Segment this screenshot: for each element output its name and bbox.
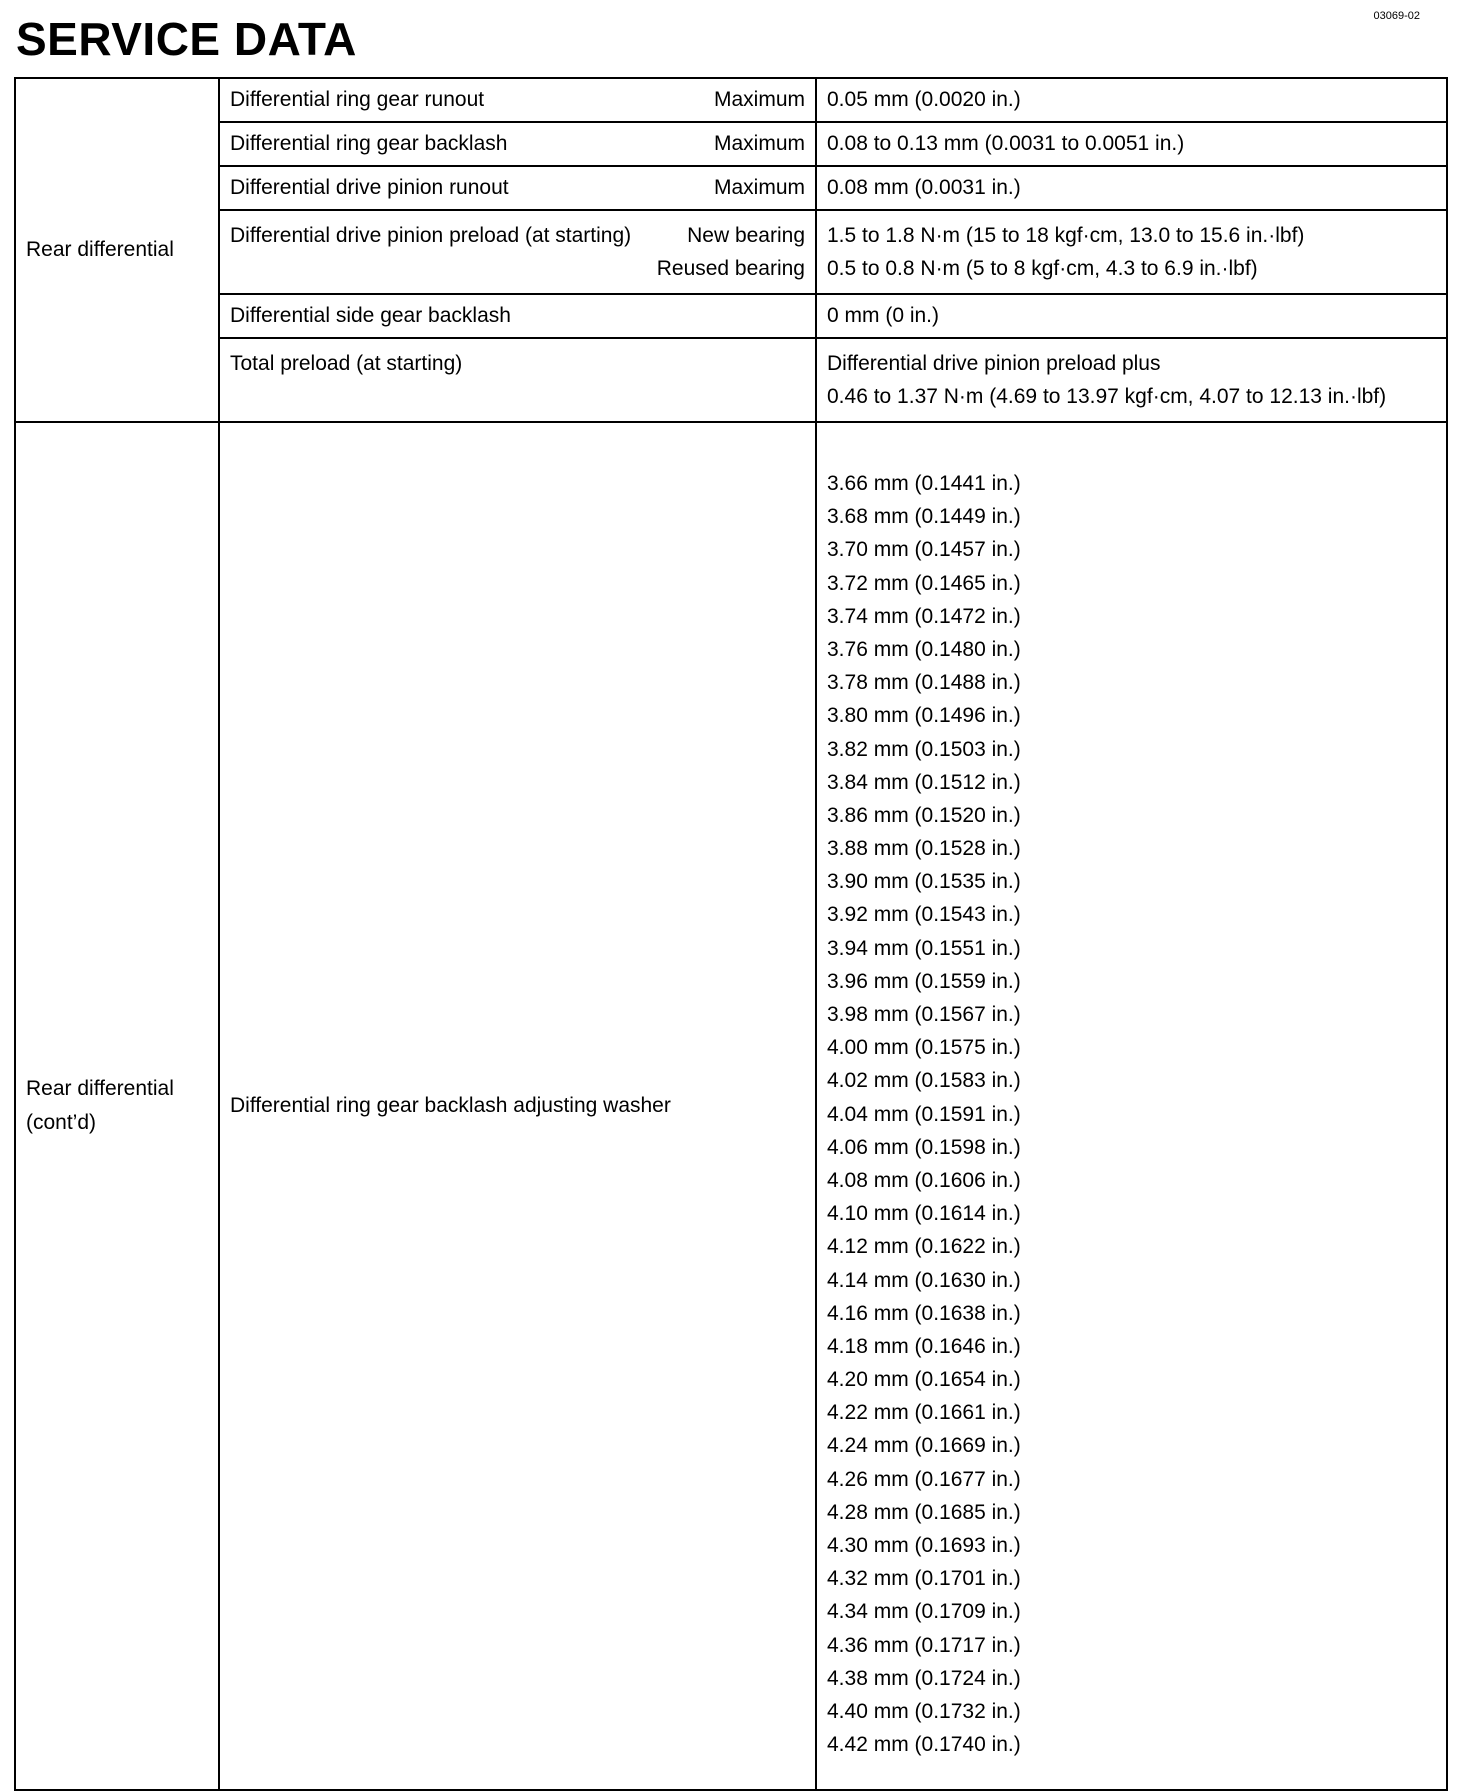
washer-size-item: 3.72 mm (0.1465 in.) — [827, 571, 1021, 595]
value-cell — [816, 294, 1447, 338]
washer-size-item: 4.38 mm (0.1724 in.) — [827, 1666, 1021, 1690]
washer-size-item: 3.66 mm (0.1441 in.) — [827, 472, 1021, 495]
item-cell — [219, 210, 816, 294]
condition-label-2: Reused bearing — [656, 257, 805, 280]
value-cell — [816, 210, 1447, 294]
item-cell — [219, 166, 816, 210]
washer-size-item: 3.82 mm (0.1503 in.) — [827, 737, 1021, 761]
table-row — [15, 422, 1447, 1790]
item-label: Differential ring gear runout — [230, 88, 485, 111]
item-cell — [219, 122, 816, 166]
table-row — [15, 210, 1447, 294]
washer-size-item: 4.32 mm (0.1701 in.) — [827, 1567, 1021, 1591]
item-label: Differential drive pinion preload (at starting) — [230, 224, 632, 247]
washer-size-item: 4.14 mm (0.1630 in.) — [827, 1268, 1021, 1292]
value-text: 0.08 to 0.13 mm (0.0031 to 0.0051 in.) — [827, 132, 1185, 155]
category-label: Rear differential — [26, 1077, 174, 1101]
table-row — [15, 122, 1447, 166]
washer-size-item: 3.74 mm (0.1472 in.) — [827, 604, 1021, 628]
table-row — [15, 166, 1447, 210]
washer-size-item: 4.34 mm (0.1709 in.) — [827, 1600, 1021, 1624]
value-cell — [816, 338, 1447, 422]
washer-size-item: 4.30 mm (0.1693 in.) — [827, 1534, 1021, 1557]
washer-size-item: 4.40 mm (0.1732 in.) — [827, 1699, 1021, 1723]
washer-size-item: 4.10 mm (0.1614 in.) — [827, 1202, 1021, 1226]
washer-size-item: 4.16 mm (0.1638 in.) — [827, 1301, 1021, 1325]
category-label: Rear differential — [26, 238, 174, 261]
item-label: Differential ring gear backlash adjusting washer — [230, 1094, 671, 1118]
value-text: Differential drive pinion preload plus — [827, 352, 1161, 375]
item-cell — [219, 294, 816, 338]
washer-size-item: 4.36 mm (0.1717 in.) — [827, 1633, 1021, 1657]
washer-size-item: 3.92 mm (0.1543 in.) — [827, 903, 1021, 927]
item-label: Differential side gear backlash — [230, 304, 511, 327]
item-label: Total preload (at starting) — [230, 352, 463, 375]
washer-size-item: 4.20 mm (0.1654 in.) — [827, 1368, 1021, 1392]
washer-size-item: 3.80 mm (0.1496 in.) — [827, 704, 1021, 728]
condition-label: New bearing — [687, 224, 805, 247]
washer-size-item: 3.76 mm (0.1480 in.) — [827, 637, 1021, 661]
value-cell — [816, 78, 1447, 122]
washer-size-item: 3.98 mm (0.1567 in.) — [827, 1003, 1021, 1026]
washer-size-item: 3.68 mm (0.1449 in.) — [827, 505, 1021, 529]
washer-size-item: 4.02 mm (0.1583 in.) — [827, 1069, 1021, 1093]
washer-size-item: 3.84 mm (0.1512 in.) — [827, 770, 1021, 794]
value-text: 0 mm (0 in.) — [827, 304, 940, 327]
category-label-cont: (cont’d) — [26, 1111, 97, 1135]
washer-size-item: 3.70 mm (0.1457 in.) — [827, 538, 1021, 562]
washer-size-item: 3.96 mm (0.1559 in.) — [827, 969, 1021, 993]
item-cell — [219, 78, 816, 122]
value-cell — [816, 422, 1447, 1790]
page-title: SERVICE DATA — [16, 13, 357, 65]
value-text: 1.5 to 1.8 N·m (15 to 18 kgf·cm, 13.0 to 15.6 in.·lbf) — [827, 224, 1305, 247]
washer-size-item: 4.04 mm (0.1591 in.) — [827, 1102, 1021, 1126]
category-cell — [15, 78, 219, 422]
category-cell — [15, 422, 219, 1790]
item-label: Differential drive pinion runout — [230, 176, 509, 199]
washer-size-item: 3.78 mm (0.1488 in.) — [827, 671, 1021, 695]
item-label: Differential ring gear backlash — [230, 132, 508, 155]
washer-size-item: 3.90 mm (0.1535 in.) — [827, 870, 1021, 894]
condition-label: Maximum — [713, 176, 805, 199]
value-text: 0.08 mm (0.0031 in.) — [827, 176, 1021, 199]
table-row — [15, 78, 1447, 122]
washer-size-item: 4.28 mm (0.1685 in.) — [827, 1500, 1021, 1524]
washer-size-item: 4.26 mm (0.1677 in.) — [827, 1467, 1021, 1491]
washer-size-item: 3.94 mm (0.1551 in.) — [827, 936, 1021, 960]
washer-size-item: 4.24 mm (0.1669 in.) — [827, 1434, 1021, 1458]
washer-size-list — [827, 423, 1436, 1789]
washer-size-item: 4.00 mm (0.1575 in.) — [827, 1036, 1021, 1060]
condition-label: Maximum — [713, 132, 805, 155]
condition-label: Maximum — [713, 88, 805, 111]
value-text-2: 0.5 to 0.8 N·m (5 to 8 kgf·cm, 4.3 to 6.9 in.·lbf) — [827, 257, 1258, 280]
washer-size-item: 4.42 mm (0.1740 in.) — [827, 1733, 1021, 1757]
service-data-table — [14, 77, 1448, 1791]
table-row — [15, 338, 1447, 422]
washer-size-item: 4.22 mm (0.1661 in.) — [827, 1401, 1021, 1425]
washer-size-item: 3.88 mm (0.1528 in.) — [827, 837, 1021, 861]
value-cell — [816, 122, 1447, 166]
table-row — [15, 294, 1447, 338]
item-cell — [219, 338, 816, 422]
value-text: 0.05 mm (0.0020 in.) — [827, 88, 1021, 111]
washer-size-item: 4.12 mm (0.1622 in.) — [827, 1235, 1021, 1259]
washer-size-item: 4.18 mm (0.1646 in.) — [827, 1334, 1021, 1358]
item-cell — [219, 422, 816, 1790]
washer-size-item: 4.08 mm (0.1606 in.) — [827, 1168, 1021, 1192]
document-code: 03069-02 — [1373, 10, 1420, 22]
value-cell — [816, 166, 1447, 210]
washer-size-item: 3.86 mm (0.1520 in.) — [827, 803, 1021, 827]
washer-size-item: 4.06 mm (0.1598 in.) — [827, 1135, 1021, 1159]
value-text-2: 0.46 to 1.37 N·m (4.69 to 13.97 kgf·cm, 4.07 to 12.13 in.·lbf) — [827, 385, 1387, 408]
